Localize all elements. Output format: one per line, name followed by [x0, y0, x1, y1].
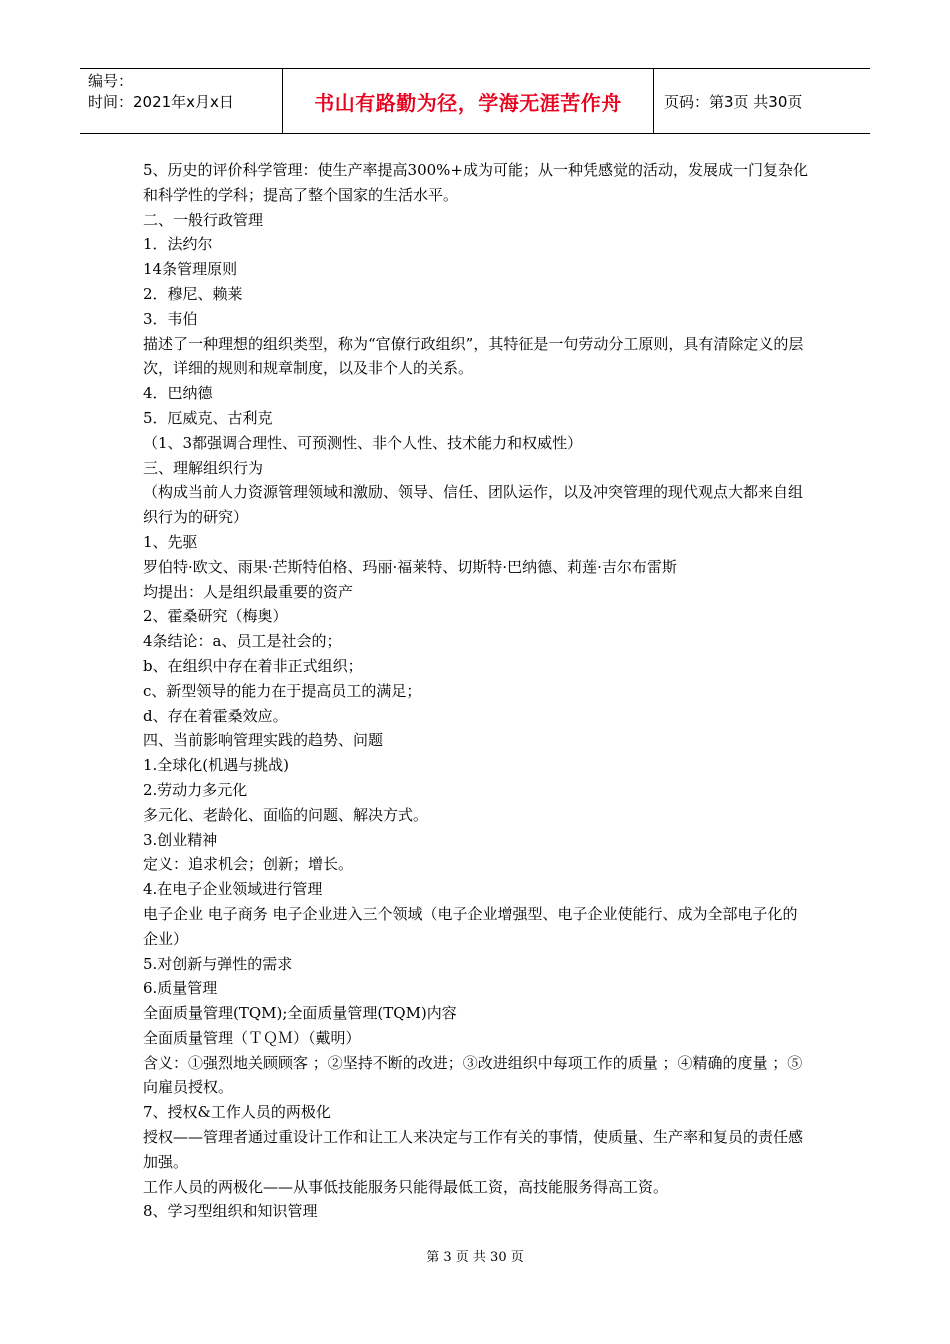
paragraph: 1．法约尔: [143, 235, 213, 254]
header-number: 编号：: [88, 72, 134, 90]
paragraph: d、存在着霍桑效应。: [143, 706, 288, 725]
paragraph: （1、3都强调合理性、可预测性、非个人性、技术能力和权威性）: [143, 433, 583, 452]
paragraph: 均提出：人是组织最重要的资产: [143, 582, 354, 601]
paragraph: 3．韦伯: [143, 309, 198, 328]
paragraph: 1.全球化(机遇与挑战): [143, 756, 290, 775]
paragraph: 2、霍桑研究（梅奥）: [143, 607, 288, 626]
header-time: 时间：2021年x月x日: [88, 93, 234, 111]
paragraph: 多元化、老龄化、面临的问题、解决方式。: [143, 805, 429, 824]
paragraph: 工作人员的两极化——从事低技能服务只能得最低工资，高技能服务得高工资。: [143, 1177, 669, 1196]
paragraph: 5.对创新与弹性的需求: [143, 954, 293, 973]
header-motto-cell: [282, 69, 654, 133]
paragraph: 电子企业 电子商务 电子企业进入三个领域（电子企业增强型、电子企业使能行、成为全部电子化的企业）: [143, 904, 798, 948]
paragraph: b、在组织中存在着非正式组织；: [143, 656, 363, 675]
header-page-cell: [654, 69, 870, 133]
header-page-number: 页码：第3页 共30页: [664, 92, 803, 111]
paragraph: 3.创业精神: [143, 830, 218, 849]
paragraph: （构成当前人力资源管理领域和激励、领导、信任、团队运作，以及冲突管理的现代观点大都来自组织行为的研究）: [143, 483, 804, 527]
paragraph: 定义：追求机会；创新；增长。: [143, 855, 354, 874]
page-footer: 第 3 页 共 30 页: [426, 1250, 524, 1265]
paragraph: 四、当前影响管理实践的趋势、问题: [143, 731, 384, 750]
paragraph: 全面质量管理（ＴＱＭ）（戴明）: [143, 1028, 361, 1047]
document-body: [143, 158, 811, 1224]
paragraph: 2．穆尼、赖莱: [143, 284, 243, 303]
paragraph: 二、一般行政管理: [143, 210, 264, 229]
paragraph: 全面质量管理(TQM);全面质量管理(TQM)内容: [143, 1004, 457, 1023]
paragraph: 4条结论：a、员工是社会的；: [143, 632, 342, 651]
paragraph: 含义：①强烈地关顾顾客 ；②坚持不断的改进；③改进组织中每项工作的质量 ；④精确的度量 ；⑤向雇员授权。: [143, 1053, 803, 1097]
paragraph: c、新型领导的能力在于提高员工的满足；: [143, 681, 422, 700]
paragraph: 4．巴纳德: [143, 384, 213, 403]
paragraph: 1、先驱: [143, 532, 198, 551]
paragraph: 2.劳动力多元化: [143, 780, 248, 799]
header-meta: [80, 69, 282, 133]
paragraph: 4.在电子企业领域进行管理: [143, 880, 323, 899]
paragraph: 7、授权&工作人员的两极化: [143, 1103, 331, 1122]
page-header: [80, 68, 870, 134]
paragraph: 描述了一种理想的组织类型，称为“官僚行政组织”，其特征是一句劳动分工原则，具有清除定义的层次，详细的规则和规章制度，以及非个人的关系。: [143, 334, 804, 378]
paragraph: 6.质量管理: [143, 979, 218, 998]
paragraph: 5、历史的评价科学管理：使生产率提高300%+成为可能；从一种凭感觉的活动，发展成一门复杂化和科学性的学科；提高了整个国家的生活水平。: [143, 161, 808, 204]
paragraph: 罗伯特·欧文、雨果·芒斯特伯格、玛丽·福莱特、切斯特·巴纳德、莉莲·吉尔布雷斯: [143, 557, 677, 576]
paragraph: 5．厄威克、古利克: [143, 408, 273, 427]
paragraph: 8、学习型组织和知识管理: [143, 1202, 318, 1221]
paragraph: 三、理解组织行为: [143, 458, 264, 477]
paragraph: 14条管理原则: [143, 260, 238, 279]
header-motto: 书山有路勤为径，学海无涯苦作舟: [314, 90, 622, 115]
paragraph: 授权——管理者通过重设计工作和让工人来决定与工作有关的事情，使质量、生产率和复员的责任感加强。: [143, 1128, 804, 1171]
